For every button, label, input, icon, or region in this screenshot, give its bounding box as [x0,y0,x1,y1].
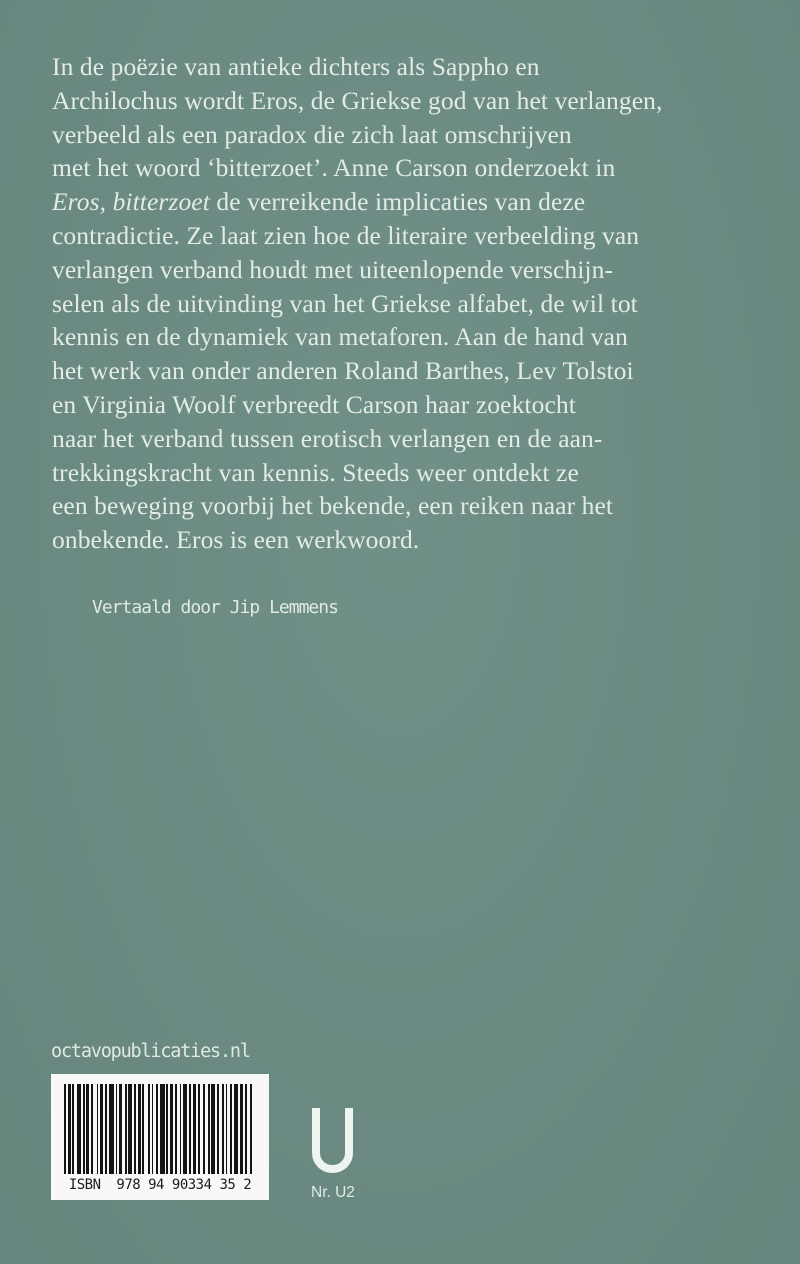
blurb-line: contradictie. Ze laat zien hoe de literaire verbeelding van [52,220,640,250]
publisher-logo-u [312,1108,353,1173]
blurb-line: selen als de uitvinding van het Griekse alfabet, de wil tot [52,288,638,318]
publisher-website: octavopublicaties.nl [51,1041,250,1062]
blurb-line: verlangen verband houdt met uiteenlopende verschijn- [52,254,614,284]
isbn-barcode [51,1074,269,1200]
blurb-line: naar het verband tussen erotisch verlangen en de aan- [52,423,603,453]
blurb-line: Archilochus wordt Eros, de Griekse god van het verlangen, [52,85,663,115]
translator-credit: Vertaald door Jip Lemmens [92,597,338,618]
blurb-text [52,50,772,557]
series-number: Nr. U2 [311,1184,355,1201]
blurb-line: een beweging voorbij het bekende, een reiken naar het [52,491,614,521]
blurb-line: en Virginia Woolf verbreedt Carson haar zoektocht [52,389,576,419]
blurb-line: verbeeld als een paradox die zich laat omschrijven [52,119,572,149]
blurb-line: trekkingskracht van kennis. Steeds weer ontdekt ze [52,457,579,487]
barcode-bars [64,1084,254,1174]
blurb-line: In de poëzie van antieke dichters als Sappho en [52,52,540,81]
blurb-line: het werk van onder anderen Roland Barthes, Lev Tolstoi [52,356,634,386]
isbn-number: ISBN 978 94 90334 35 2 [68,1177,252,1193]
blurb-line: onbekende. Eros is een werkwoord. [52,525,420,555]
blurb-line-book-title: Eros, bitterzoet de verreikende implicaties van deze [52,187,586,217]
blurb-line: met het woord ‘bitterzoet’. Anne Carson onderzoekt in [52,153,616,183]
book-title-italic: Eros, bitterzoet [52,187,210,217]
blurb-line: kennis en de dynamiek van metaforen. Aan de hand van [52,322,628,352]
